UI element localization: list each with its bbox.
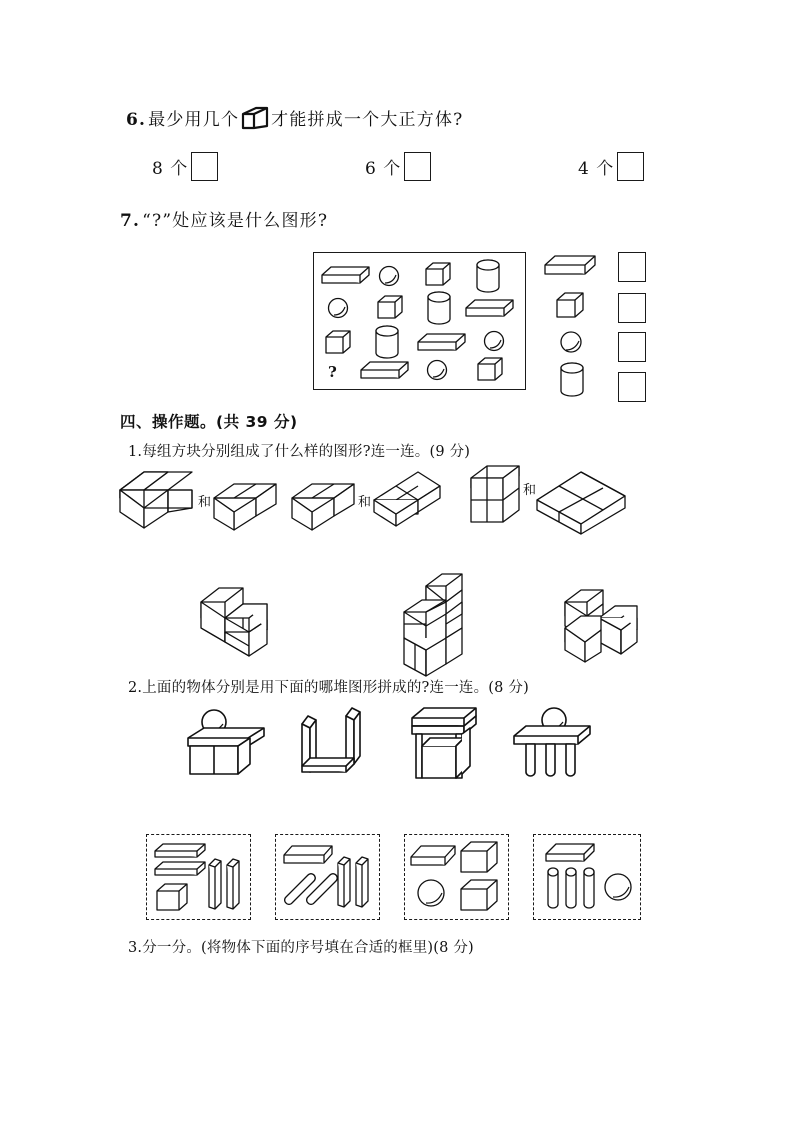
item2-object-1 xyxy=(186,708,272,786)
q6-option-2[interactable] xyxy=(365,152,431,181)
section-four-item-1-text xyxy=(128,440,470,461)
item-3-label: 3.分一分。(将物体下面的序号填在合适的框里)(8 分) xyxy=(128,940,474,956)
q7-choice-4-shape xyxy=(560,362,586,398)
item2-object-2 xyxy=(292,706,372,786)
connector-he: 和 xyxy=(523,483,537,498)
item1-pair-2 xyxy=(290,470,440,532)
q7-question-mark: ? xyxy=(328,363,337,381)
item2-object-3 xyxy=(408,704,486,786)
item1-target-1 xyxy=(193,580,285,666)
u-shaped-chair xyxy=(302,708,360,772)
item1-pair-1 xyxy=(118,470,258,532)
group3-sphere xyxy=(418,880,444,906)
L-shape-4-cubes xyxy=(201,588,267,656)
2x2-tall-block xyxy=(471,466,519,522)
group2-slab-b xyxy=(356,857,368,907)
q6-option-2-label: 6 个 xyxy=(365,159,402,179)
group3-flat-cuboid xyxy=(411,846,455,865)
item2-group-3[interactable] xyxy=(404,834,509,920)
group3-cube-b xyxy=(461,880,497,910)
q7-choice-2-shape xyxy=(557,293,585,319)
q6-option-3[interactable] xyxy=(578,152,644,181)
q7-choice-2-checkbox[interactable] xyxy=(618,293,646,323)
desk-with-drawer xyxy=(412,708,476,778)
item2-group-4[interactable] xyxy=(533,834,641,920)
group1-flat-cuboid-b xyxy=(155,862,205,875)
shape-cube xyxy=(478,358,502,380)
group4-cylinder-c xyxy=(584,868,594,908)
question-6-text-before: 最少用几个 xyxy=(148,110,240,130)
q6-option-1[interactable] xyxy=(152,152,218,181)
group1-cube xyxy=(157,884,187,910)
cube-icon xyxy=(240,105,270,131)
section-four-heading xyxy=(120,410,298,432)
shape-cube xyxy=(326,331,350,353)
2-cube-row xyxy=(214,484,276,530)
shape-cube xyxy=(426,263,450,285)
group2-slab-a xyxy=(338,857,350,907)
table-with-sphere xyxy=(188,710,264,774)
item2-group-1[interactable] xyxy=(146,834,251,920)
2x2-cube-top-view xyxy=(120,472,192,528)
shape-cuboid-flat xyxy=(361,362,408,378)
item1-target-3 xyxy=(555,584,647,664)
section-four-label: 四、操作题。(共 39 分) xyxy=(120,413,298,431)
shape-sphere xyxy=(428,361,447,380)
shape-cuboid-flat xyxy=(322,267,369,283)
T-shape-4-cubes xyxy=(565,590,637,662)
item2-object-4 xyxy=(512,706,598,786)
2x2-flat-slab xyxy=(374,472,440,526)
q6-option-1-checkbox[interactable] xyxy=(191,152,218,181)
q7-choice-1-checkbox[interactable] xyxy=(618,252,646,282)
question-7-number: 7. xyxy=(120,211,141,231)
table-with-sphere-and-legs xyxy=(514,708,590,776)
group1-flat-cuboid-a xyxy=(155,844,205,857)
shape-cuboid-flat xyxy=(418,334,465,350)
q6-option-2-checkbox[interactable] xyxy=(404,152,431,181)
connector-he: 和 xyxy=(358,495,372,510)
question-6-heading xyxy=(126,105,463,131)
q6-option-1-label: 8 个 xyxy=(152,159,189,179)
group1-slab-b xyxy=(227,859,239,909)
q6-option-3-checkbox[interactable] xyxy=(617,152,644,181)
section-four-item-2-text xyxy=(128,676,529,697)
q6-option-3-label: 4 个 xyxy=(578,159,615,179)
section-four-item-3-text xyxy=(128,936,474,957)
group4-cylinder-a xyxy=(548,868,558,908)
shape-cylinder xyxy=(428,292,450,324)
shape-cuboid-flat xyxy=(466,300,513,316)
group4-sphere xyxy=(605,874,631,900)
question-7-heading xyxy=(120,206,328,231)
question-6-number: 6. xyxy=(126,110,147,130)
shape-cylinder xyxy=(376,326,398,358)
shape-cylinder xyxy=(477,260,499,292)
connector-he: 和 xyxy=(198,495,212,510)
2-cube-row xyxy=(292,484,354,530)
q7-shape-grid xyxy=(314,253,523,387)
group4-flat-cuboid xyxy=(546,844,594,861)
item2-group-2[interactable] xyxy=(275,834,380,920)
shape-sphere xyxy=(329,299,348,318)
shape-sphere xyxy=(485,332,504,351)
q7-choice-3-shape xyxy=(560,331,584,355)
q7-choice-3-checkbox[interactable] xyxy=(618,332,646,362)
question-6-text-after: 才能拼成一个大正方体? xyxy=(271,110,464,130)
question-7-text: “?”处应该是什么图形? xyxy=(142,211,329,231)
item-2-label: 2.上面的物体分别是用下面的哪堆图形拼成的?连一连。(8 分) xyxy=(128,680,529,696)
group1-slab-a xyxy=(209,859,221,909)
q7-shape-grid-panel xyxy=(313,252,526,390)
item1-pair-3 xyxy=(467,462,627,540)
shape-sphere xyxy=(380,267,399,286)
item1-target-2 xyxy=(388,568,478,674)
2x3-flat-slab xyxy=(537,472,625,534)
group3-cube-a xyxy=(461,842,497,872)
shape-cube xyxy=(378,296,402,318)
staircase-block xyxy=(404,574,462,676)
group4-cylinder-b xyxy=(566,868,576,908)
group2-flat-cuboid xyxy=(284,846,332,863)
item-1-label: 1.每组方块分别组成了什么样的图形?连一连。(9 分) xyxy=(128,444,471,460)
q7-choice-1-shape xyxy=(545,256,597,280)
q7-choice-4-checkbox[interactable] xyxy=(618,372,646,402)
